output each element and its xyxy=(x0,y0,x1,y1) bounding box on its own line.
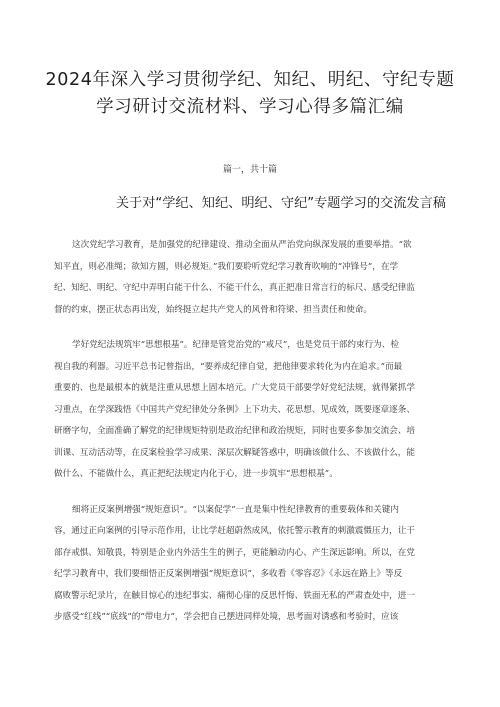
paragraph-line: 学好党纪法规筑牢“思想根基”。纪律是管党治党的“戒尺”，也是党员干部约束行为、检 xyxy=(72,340,399,350)
body-paragraph xyxy=(54,500,450,629)
title-line-1: 2024年深入学习贯彻学纪、知纪、明纪、守纪专题 xyxy=(45,70,455,90)
paragraph-line: 纪学习教育中，我们要细悟正反案例增强“规矩意识”，多收看《零容忍》《永远在路上》等反 xyxy=(54,569,403,579)
paragraph-line: 部存戒惧、知敬畏，特别是企业内外活生生的例子，更能触动内心、产生深远影响。所以，在党 xyxy=(54,547,415,558)
paragraph-line: 步感受“红线”“底线”的“带电力”，学会把自己摆进同样处境，思考面对诱惑和考验时，应该 xyxy=(54,612,399,622)
section-heading: 关于对“学纪、知纪、明纪、守纪”专题学习的交流发言稿 xyxy=(115,196,446,211)
body-paragraph xyxy=(54,335,450,486)
paragraph-line: 纪、知纪、明纪、守纪中弄明白能干什么、不能干什么，真正把准日常言行的标尺、感受纪律监 xyxy=(54,283,415,293)
paragraph-line: 这次党纪学习教育，是加强党的纪律建设、推动全面从严治党向纵深发展的重要举措。“欲 xyxy=(72,240,412,250)
paragraph-line: 腐败警示纪录片，在触目惊心的违纪事实、痛彻心扉的反思忏悔、铁面无私的严肃查处中，进一 xyxy=(54,590,415,601)
title-line-2: 学习研讨交流材料、学习心得多篇汇编 xyxy=(96,97,404,117)
document-title xyxy=(0,67,500,121)
article-count-label: 篇一，共十篇 xyxy=(222,165,277,175)
paragraph-line: 细将正反案例增强“规矩意识”。“以案促学”一直是集中性纪律教育的重要载体和关键内 xyxy=(72,504,399,515)
paragraph-line: 训课、互动活动等，在反案检验学习成果、深层次解疑答惑中，明确该做什么、不该做什么，能 xyxy=(54,447,415,458)
paragraph-line: 做什么、不能做什么，真正把纪法规定内化于心，进一步筑牢“思想根基”。 xyxy=(54,469,338,479)
paragraph-line: 知平直，则必准绳；欲知方圆，则必规矩。”我们要聆听党纪学习教育吹响的“冲锋号”，在学 xyxy=(54,261,399,272)
paragraph-line: 习重点，在学深践悟《中国共产党纪律处分条例》上下功夫、花思想、见成效，既要逐章逐条、 xyxy=(54,404,415,415)
paragraph-line: 重要的、也是最根本的就是注重从思想上固本培元。广大党员干部要学好党纪法规，就得紧抓学 xyxy=(54,383,415,393)
paragraph-line: 督的约束，摆正状态再出发，始终挺立起共产党人的风骨和符梁、担当责任和使命。 xyxy=(54,304,372,315)
paragraph-line: 研磨字句，全面准确了解党的纪律规矩特别是政治纪律和政治规矩，同时也要多参加交流会、培 xyxy=(54,426,415,436)
paragraph-line: 容，通过正向案例的引导示范作用，让比学赶超蔚然成风，依托警示教育的刺激震慑压力，让干 xyxy=(54,526,415,536)
body-text xyxy=(54,235,450,643)
paragraph-line: 视自我的利器。习近平总书记曾指出，“要养成纪律自觉，把他律要求转化为内在追求。”而最 xyxy=(54,361,403,372)
title-block xyxy=(0,67,500,121)
body-paragraph xyxy=(54,235,450,321)
